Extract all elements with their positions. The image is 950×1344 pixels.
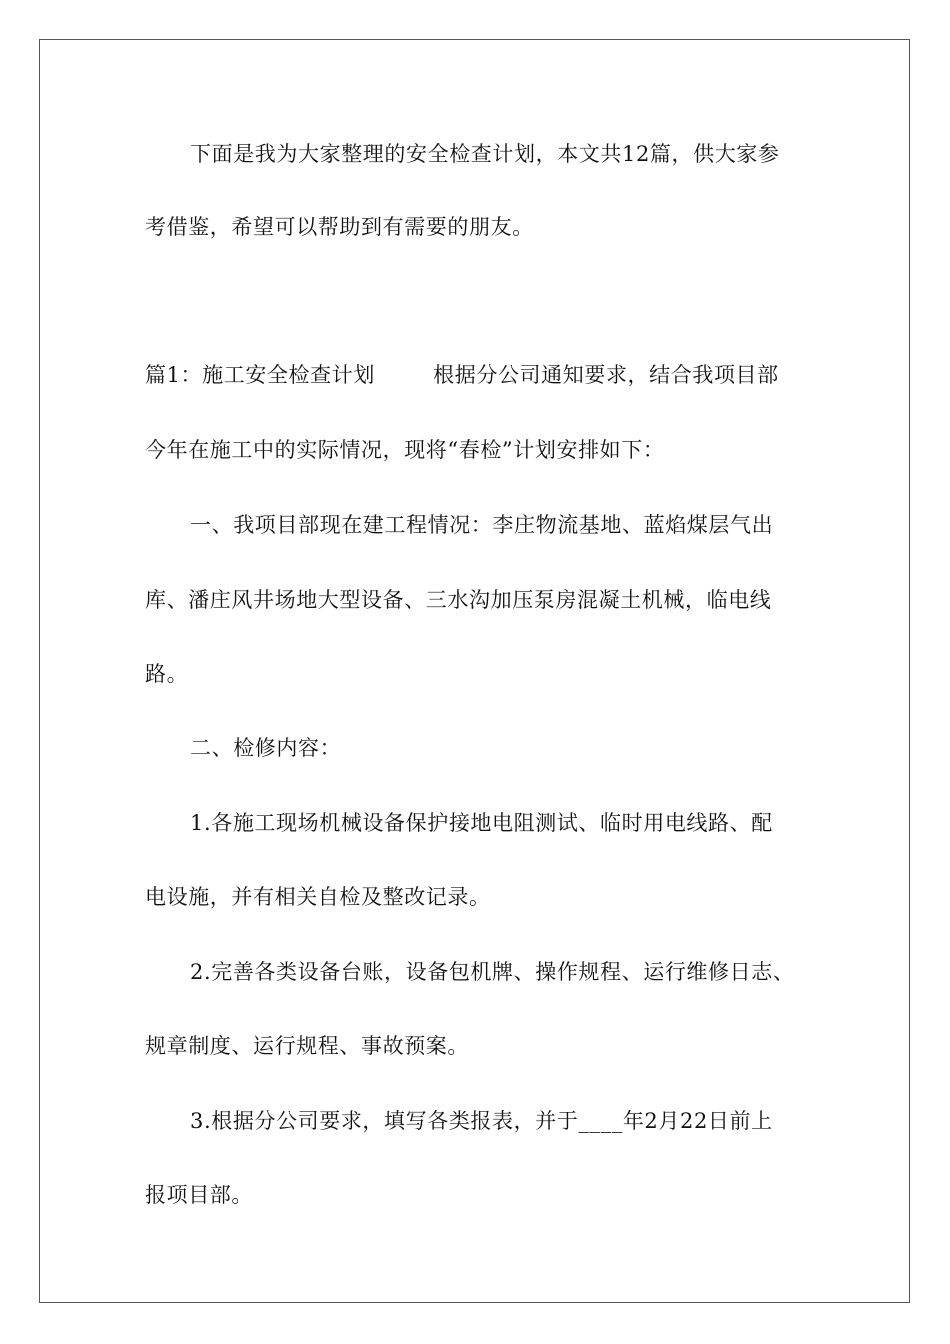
section-paragraph-line-2: 今年在施工中的实际情况，现将“春检”计划安排如下： [145, 438, 665, 462]
subitem-2-line-2: 规章制度、运行规程、事故预案。 [145, 1034, 469, 1058]
subitem-1-line-1: 1.各施工现场机械设备保护接地电阻测试、临时用电线路、配 [190, 811, 773, 835]
subitem-1-line-2: 电设施，并有相关自检及整改记录。 [145, 885, 491, 909]
item-2-heading: 二、检修内容： [190, 736, 342, 760]
intro-line-1: 下面是我为大家整理的安全检查计划，本文共12篇，供大家参 [190, 142, 780, 166]
subitem-3-line-1: 3.根据分公司要求，填写各类报表，并于____年2月22日前上 [190, 1109, 773, 1133]
item-1-line-3: 路。 [145, 662, 189, 686]
section-heading-line: 篇1：施工安全检查计划 根据分公司通知要求，结合我项目部 [145, 363, 779, 387]
item-1-line-1: 一、我项目部现在建工程情况：李庄物流基地、蓝焰煤层气出 [190, 513, 774, 537]
subitem-2-line-1: 2.完善各类设备台账，设备包机牌、操作规程、运行维修日志、 [190, 960, 795, 984]
subitem-3-line-2: 报项目部。 [145, 1183, 253, 1207]
intro-line-2: 考借鉴，希望可以帮助到有需要的朋友。 [145, 215, 534, 239]
item-1-line-2: 库、潘庄风井场地大型设备、三水沟加压泵房混凝土机械，临电线 [145, 588, 772, 612]
